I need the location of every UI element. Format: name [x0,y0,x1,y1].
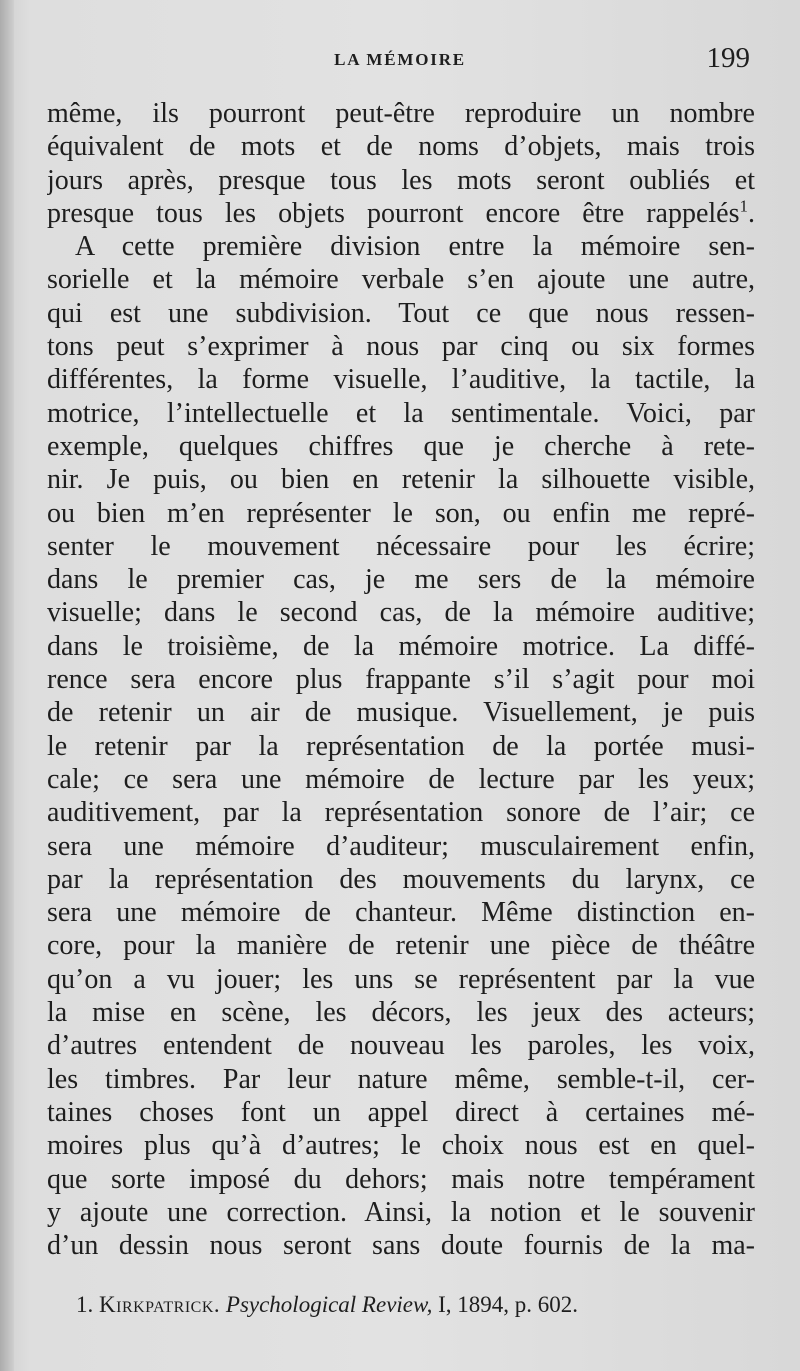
text-line: taines choses font un appel direct à certaines mé- [47,1096,755,1128]
text-line: sorielle et la mémoire verbale s’en ajoute une autre, [47,264,755,296]
text-line: par la représentation des mouvements du larynx, ce [47,863,755,895]
text-line: cale; ce sera une mémoire de lecture par les yeux; [47,763,755,795]
text-line: tons peut s’exprimer à nous par cinq ou six formes [47,331,755,363]
footnote-details: I, 1894, p. 602. [438,1292,579,1317]
text-line: core, pour la manière de retenir une pièce de théâtre [47,930,755,962]
text-line: les timbres. Par leur nature même, semble-t-il, cer- [47,1063,755,1095]
text-line: jours après, presque tous les mots seront oubliés et [47,164,755,196]
line-end-period: . [748,197,755,229]
body-text [47,97,755,1262]
text-line: d’autres entendent de nouveau les paroles, les voix, [47,1030,755,1062]
text-line: ou bien m’en représenter le son, ou enfin me repré- [47,497,755,529]
text-line: différentes, la forme visuelle, l’auditive, la tactile, la [47,364,755,396]
text-line: nir. Je puis, ou bien en retenir la silhouette visible, [47,464,755,496]
text-line: rence sera encore plus frappante s’il s’agit pour moi [47,664,755,696]
text-line: exemple, quelques chiffres que je cherche à rete- [47,430,755,462]
text-line: sera une mémoire de chanteur. Même distinction en- [47,897,755,929]
text-line: moires plus qu’à d’autres; le choix nous est en quel- [47,1130,755,1162]
text-line: auditivement, par la représentation sonore de l’air; ce [47,797,755,829]
text-line: d’un dessin nous seront sans doute fournis de la ma- [47,1230,755,1262]
text-line-content: presque tous les objets pourront encore être rappelés [47,197,740,229]
text-line: A cette première division entre la mémoire sen- [75,231,755,263]
text-line: motrice, l’intellectuelle et la sentimentale. Voici, par [47,397,755,429]
footnote-number: 1. [76,1292,94,1317]
footnote-author: Kirkpatrick. [99,1292,221,1317]
text-line [47,197,755,230]
text-line: y ajoute une correction. Ainsi, la notion et le souvenir [47,1196,755,1228]
text-line: dans le premier cas, je me sers de la mémoire [47,564,755,596]
text-line: senter le mouvement nécessaire pour les écrire; [47,530,755,562]
footnote-marker: 1 [739,196,748,216]
text-line: le retenir par la représentation de la portée musi- [47,730,755,762]
text-line: de retenir un air de musique. Visuellement, je puis [47,697,755,729]
text-line: la mise en scène, les décors, les jeux des acteurs; [47,997,755,1029]
text-line: qu’on a vu jouer; les uns se représentent par la vue [47,963,755,995]
text-line: dans le troisième, de la mémoire motrice. La diffé- [47,630,755,662]
page-number: 199 [706,42,750,74]
text-line: qui est une subdivision. Tout ce que nous ressen- [47,297,755,329]
footnote [76,1292,756,1318]
text-line: équivalent de mots et de noms d’objets, mais trois [47,131,755,163]
text-line: sera une mémoire d’auditeur; musculairement enfin, [47,830,755,862]
text-line: que sorte imposé du dehors; mais notre tempérament [47,1163,755,1195]
running-head [0,42,800,82]
running-title: LA MÉMOIRE [334,50,466,69]
text-line: même, ils pourront peut-être reproduire un nombre [47,98,755,129]
footnote-journal: Psychological Review, [225,1292,433,1317]
text-line: visuelle; dans le second cas, de la mémoire auditive; [47,597,755,629]
